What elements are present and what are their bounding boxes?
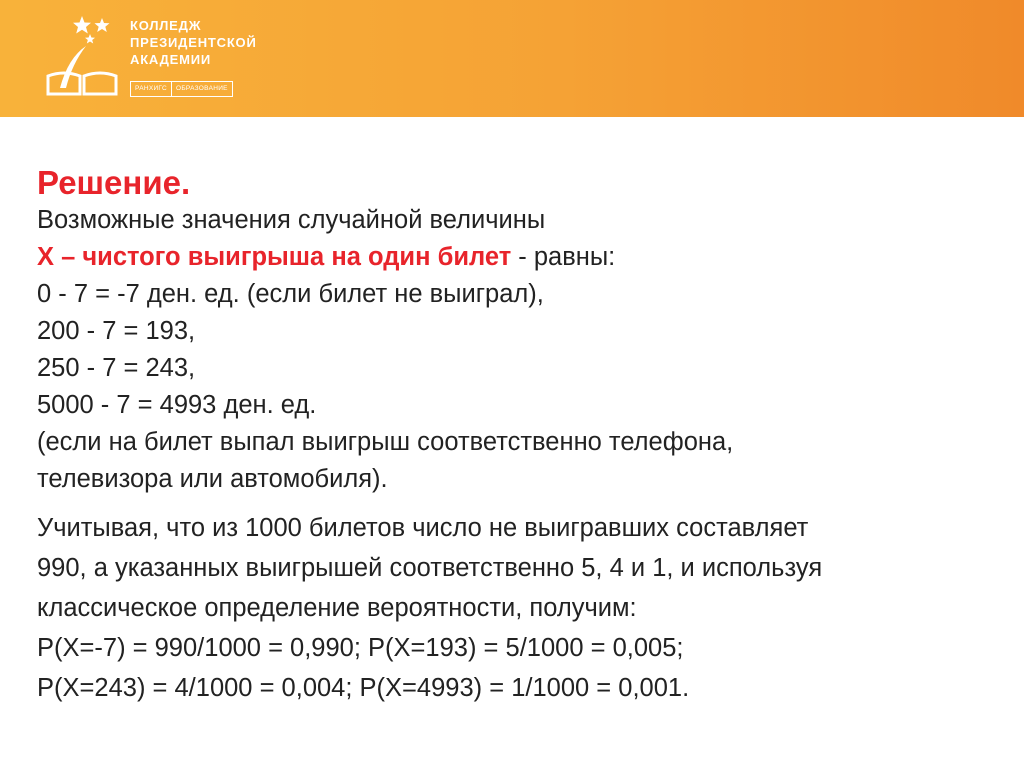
- probability-line: P(X=-7) = 990/1000 = 0,990; P(X=193) = 5/1000 = 0,005;: [37, 634, 684, 662]
- note-line: (если на билет выпал выигрыш соответственно телефона,: [37, 428, 734, 456]
- value-line: 5000 - 7 = 4993 ден. ед.: [37, 391, 317, 419]
- header-banner: [0, 0, 1024, 117]
- variable-rest: - равны:: [511, 243, 616, 271]
- logo-line: АКАДЕМИИ: [130, 52, 212, 67]
- variable-highlight: X – чистого выигрыша на один билет: [37, 243, 512, 271]
- value-line: 0 - 7 = -7 ден. ед. (если билет не выиграл),: [37, 280, 544, 308]
- value-line: 250 - 7 = 243,: [37, 354, 196, 382]
- reasoning-line: Учитывая, что из 1000 билетов число не выигравших составляет: [37, 514, 809, 542]
- logo-line: ПРЕЗИДЕНТСКОЙ: [130, 35, 257, 50]
- logo-tagline: [130, 81, 233, 97]
- logo-line: КОЛЛЕДЖ: [130, 18, 202, 33]
- logo-title: [130, 17, 257, 68]
- logo-tag: РАНХИГС: [131, 82, 172, 96]
- value-line: 200 - 7 = 193,: [37, 317, 196, 345]
- note-line: телевизора или автомобиля).: [37, 465, 388, 493]
- star-book-icon: [46, 10, 118, 100]
- intro-text: Возможные значения случайной величины: [37, 206, 546, 234]
- reasoning-line: 990, а указанных выигрышей соответственно 5, 4 и 1, и используя: [37, 554, 823, 582]
- reasoning-line: классическое определение вероятности, получим:: [37, 594, 637, 622]
- slide-content: [37, 164, 1012, 708]
- probability-line: P(X=243) = 4/1000 = 0,004; P(X=4993) = 1/1000 = 0,001.: [37, 674, 690, 702]
- solution-title: Решение.: [37, 164, 191, 201]
- variable-definition: [37, 239, 1012, 276]
- logo-tag: ОБРАЗОВАНИЕ: [175, 85, 228, 92]
- reasoning-paragraph: [37, 508, 1012, 708]
